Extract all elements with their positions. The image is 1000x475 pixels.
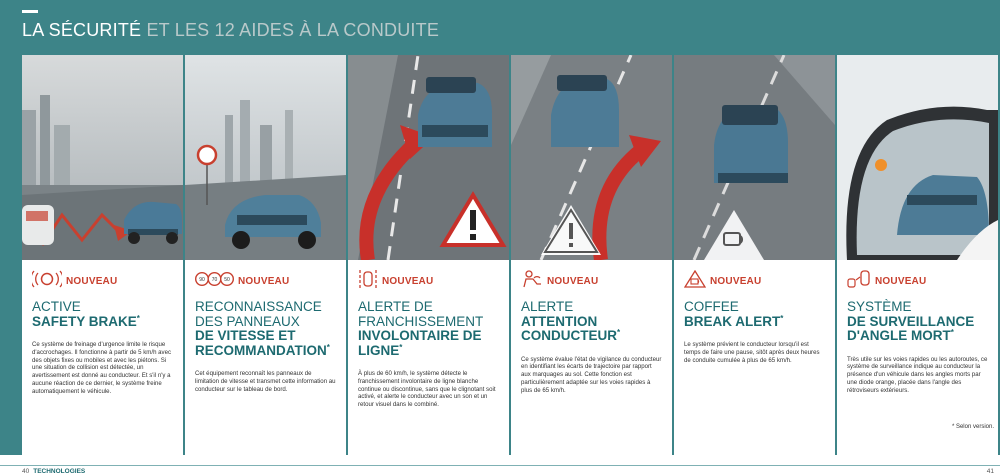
sign-value: 70 — [211, 276, 218, 283]
header-rule — [22, 10, 38, 13]
sign-value: 90 — [199, 276, 205, 283]
photo-active-safety-brake — [22, 55, 183, 260]
feature-description: Ce système évalue l'état de vigilance du conducteur en identifiant les écarts de trajectoire par rapport aux marquages au sol. Cette fonction est particulièrement adaptée sur les voies rapides à plus de 65 km/h. — [521, 355, 662, 394]
feature-card-speed-sign-recognition — [185, 55, 346, 465]
feature-title: COFFEE BREAK ALERT* — [684, 299, 784, 329]
new-badge: NOUVEAU — [238, 275, 290, 287]
badge-row — [358, 270, 500, 292]
badge-row — [847, 270, 989, 292]
new-badge: NOUVEAU — [547, 275, 599, 287]
photo-blind-spot — [837, 55, 998, 260]
photo-driver-attention — [511, 55, 672, 260]
feature-description: À plus de 60 km/h, le système détecte le franchissement involontaire de ligne blanche continue ou discontinue, sans que le clignotant soit activé, et alerte le conducteur avec un son et un retour visuel dans le combiné. — [358, 370, 496, 409]
page-footer — [0, 465, 1000, 475]
new-badge: NOUVEAU — [875, 275, 927, 287]
brake-sensor-icon — [32, 270, 62, 293]
feature-title: ALERTE DE FRANCHISSEMENT INVOLONTAIRE DE LIGNE* — [358, 299, 484, 358]
feature-title: ALERTE ATTENTION CONDUCTEUR* — [521, 299, 621, 343]
feature-body — [837, 260, 998, 465]
photo-coffee-break-alert — [674, 55, 835, 260]
speed-signs-icon — [195, 270, 234, 293]
feature-card-blind-spot — [837, 55, 998, 465]
feature-card-driver-attention — [511, 55, 672, 465]
feature-grid — [22, 55, 1000, 465]
new-badge: NOUVEAU — [382, 275, 434, 287]
photo-speed-sign-recognition — [185, 55, 346, 260]
feature-description: Très utile sur les voies rapides ou les autoroutes, ce système de surveillance indique au conducteur la présence d'un véhicule dans les angles morts par une diode orange, placée dans l'angle des rétroviseurs extérieurs. — [847, 355, 988, 394]
page-number-left: 40 — [22, 468, 30, 475]
badge-row — [32, 270, 174, 292]
footer-left — [22, 468, 85, 475]
feature-description: Le système prévient le conducteur lorsqu'il est temps de faire une pause, sitôt après deux heures de conduite cumulée à plus de 65 km/h. — [684, 341, 820, 364]
feature-body — [511, 260, 672, 465]
new-badge: NOUVEAU — [66, 275, 118, 287]
new-badge: NOUVEAU — [710, 275, 762, 287]
footnote: * Selon version. — [951, 424, 994, 430]
feature-body — [674, 260, 835, 465]
feature-card-active-safety-brake — [22, 55, 183, 465]
feature-title: RECONNAISSANCE DES PANNEAUX DE VITESSE ET RECOMMANDATION* — [195, 299, 330, 358]
sign-value: 50 — [224, 276, 230, 283]
badge-row — [684, 270, 826, 292]
page-number-right: 41 — [986, 468, 994, 475]
driver-attention-icon — [521, 270, 543, 293]
photo-lane-departure — [348, 55, 509, 260]
feature-card-lane-departure — [348, 55, 509, 465]
feature-body — [185, 260, 346, 465]
feature-body — [348, 260, 509, 465]
header-bar — [0, 0, 1000, 55]
feature-body — [22, 260, 183, 465]
feature-card-coffee-break-alert — [674, 55, 835, 465]
feature-description: Cet équipement reconnaît les panneaux de limitation de vitesse et transmet cette information au conducteur sur le tableau de bord. — [195, 370, 336, 393]
badge-row — [195, 270, 337, 292]
blind-spot-icon — [847, 270, 871, 293]
feature-description: Ce système de freinage d'urgence limite le risque d'accrochages. Il fonctionne à partir de 5 km/h avec des objets fixes ou mobiles et avec les piétons. Si une situation de collision est détectée, un avertissement est donné au conducteur. Et s'il n'y a aucune réaction de ce dernier, le système freine automatiquement le véhicule. — [32, 341, 172, 395]
page-title: LA SÉCURITÉ ET LES 12 AIDES À LA CONDUITE — [22, 20, 440, 40]
lane-departure-icon — [358, 270, 378, 293]
coffee-cup-icon — [684, 270, 706, 293]
badge-row — [521, 270, 663, 292]
section-label: TECHNOLOGIES — [33, 468, 86, 475]
feature-title: SYSTÈME DE SURVEILLANCE D'ANGLE MORT* — [847, 299, 975, 343]
feature-title: ACTIVE SAFETY BRAKE* — [32, 299, 140, 329]
